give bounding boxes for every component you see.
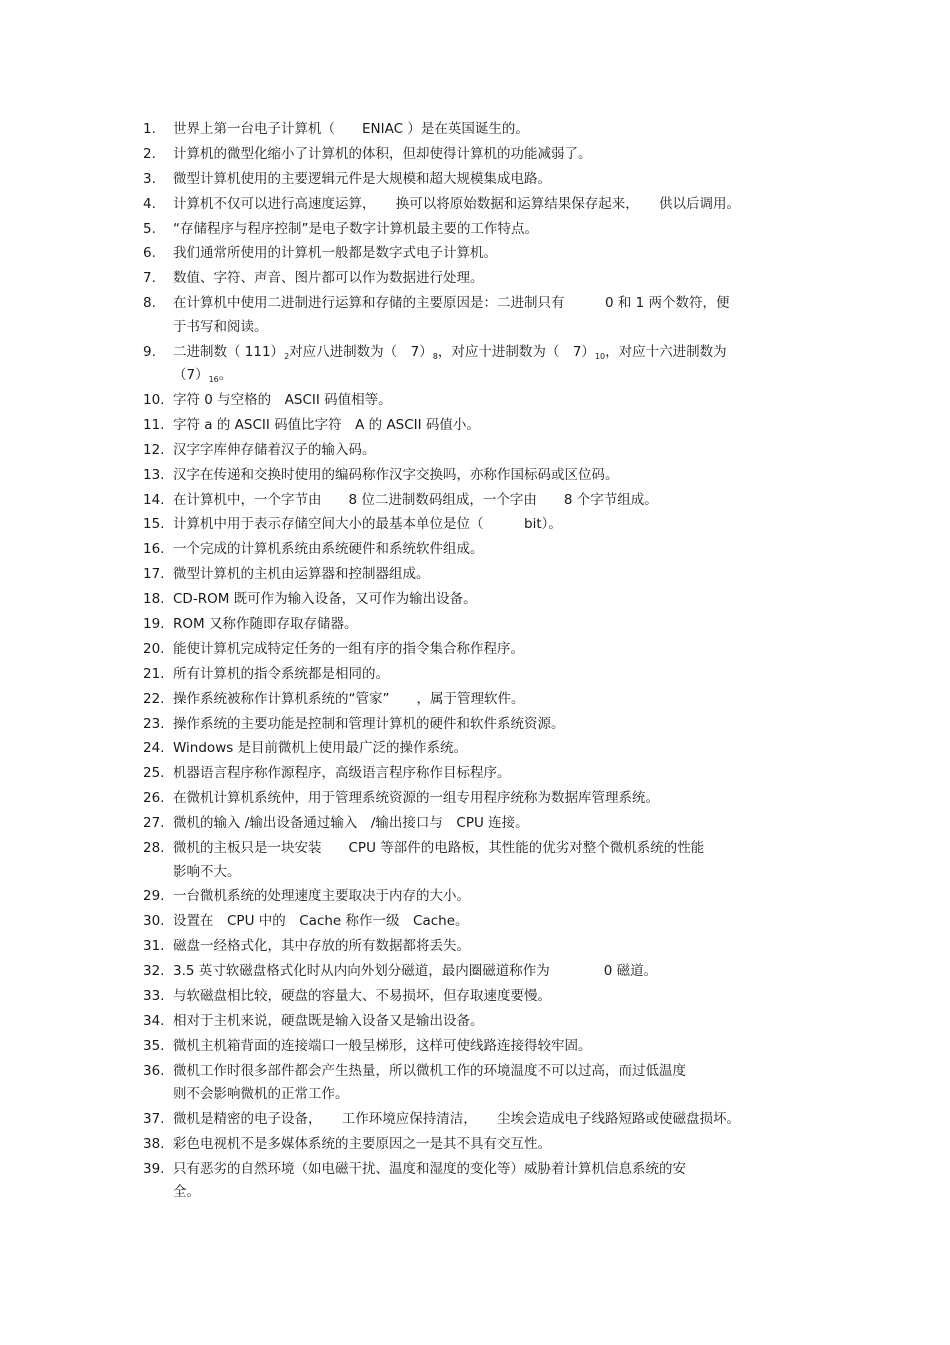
item-number: 11.: [143, 416, 165, 433]
list-item: [143, 638, 813, 662]
item-number: 21.: [143, 665, 165, 682]
item-text: [173, 960, 813, 984]
list-item: [143, 218, 813, 242]
item-number: 32.: [143, 963, 165, 980]
item-number: 31.: [143, 938, 165, 955]
list-item: [143, 713, 813, 737]
text-segment: 字符 0 与空格的 ASCII 码值相等。: [173, 392, 392, 409]
text-segment: 能使计算机完成特定任务的一组有序的指令集合称作程序。: [173, 640, 524, 657]
list-item: [143, 663, 813, 687]
text-segment: 计算机中用于表示存储空间大小的最基本单位是位（ bit）。: [173, 516, 562, 533]
list-item: [143, 168, 813, 192]
list-item: [143, 787, 813, 811]
item-text-continuation: [173, 364, 813, 388]
item-number: 7.: [143, 270, 156, 287]
item-text: [173, 118, 813, 142]
list-item: [143, 885, 813, 909]
text-segment: 彩色电视机不是多媒体系统的主要原因之一是其不具有交互性。: [173, 1135, 551, 1152]
item-number: 30.: [143, 913, 165, 930]
item-text: [173, 812, 813, 836]
list-item: [143, 812, 813, 836]
list-item: [143, 737, 813, 761]
list-item: [143, 513, 813, 537]
list-item: [143, 341, 813, 388]
list-item: [143, 688, 813, 712]
text-segment: 所有计算机的指令系统都是相同的。: [173, 665, 389, 682]
text-segment: 数值、字符、声音、图片都可以作为数据进行处理。: [173, 270, 484, 287]
list-item: [143, 389, 813, 413]
text-segment: 设置在 CPU 中的 Cache 称作一级 Cache。: [173, 913, 469, 930]
item-text: [173, 242, 813, 266]
list-item: [143, 1133, 813, 1157]
item-text: [173, 985, 813, 1009]
item-text: [173, 1010, 813, 1034]
item-text-continuation: [173, 1181, 813, 1205]
list-item: [143, 143, 813, 167]
item-text: [173, 489, 813, 513]
item-number: 6.: [143, 245, 156, 262]
item-number: 15.: [143, 516, 165, 533]
text-segment: 计算机不仅可以进行高速度运算， 换可以将原始数据和运算结果保存起来， 供以后调用。: [173, 195, 740, 212]
item-number: 25.: [143, 765, 165, 782]
text-segment: 我们通常所使用的计算机一般都是数字式电子计算机。: [173, 245, 497, 262]
item-number: 27.: [143, 815, 165, 832]
text-segment: 只有恶劣的自然环境（如电磁干扰、温度和湿度的变化等）威胁着计算机信息系统的安: [173, 1160, 686, 1177]
item-text: [173, 513, 813, 537]
item-text: [173, 935, 813, 959]
item-text: [173, 414, 813, 438]
item-text: [173, 193, 813, 217]
item-number: 17.: [143, 566, 165, 583]
text-segment: Windows 是目前微机上使用最广泛的操作系统。: [173, 740, 468, 757]
text-segment: 世界上第一台电子计算机（ ENIAC ）是在英国诞生的。: [173, 121, 529, 137]
text-segment: ，对应十进制数为（ 7）: [437, 343, 595, 360]
item-number: 28.: [143, 840, 165, 857]
text-segment: 在计算机中，一个字节由 8 位二进制数码组成，一个字由 8 个字节组成。: [173, 491, 658, 508]
text-segment: 一个完成的计算机系统由系统硬件和系统软件组成。: [173, 541, 484, 558]
item-text: [173, 663, 813, 687]
subscript-text: 8: [432, 351, 438, 361]
item-text: [173, 218, 813, 242]
text-segment: “存储程序与程序控制”是电子数字计算机最主要的工作特点。: [173, 220, 538, 237]
list-item: [143, 439, 813, 463]
item-number: 24.: [143, 740, 165, 757]
text-segment: 。: [218, 367, 233, 384]
item-number: 26.: [143, 790, 165, 807]
item-number: 19.: [143, 616, 165, 633]
text-segment: 汉字字库伸存储着汉子的输入码。: [173, 441, 376, 458]
list-item: [143, 935, 813, 959]
list-item: [143, 588, 813, 612]
text-segment: 在微机计算机系统仲，用于管理系统资源的一组专用程序统称为数据库管理系统。: [173, 790, 659, 807]
item-number: 22.: [143, 690, 165, 707]
item-text: [173, 613, 813, 637]
true-false-question-list: [143, 118, 813, 1206]
text-segment: 全。: [173, 1184, 200, 1201]
item-number: 23.: [143, 715, 165, 732]
item-text: [173, 588, 813, 612]
list-item: [143, 960, 813, 984]
list-item: [143, 563, 813, 587]
item-text: [173, 713, 813, 737]
list-item: [143, 1158, 813, 1205]
list-item: [143, 1108, 813, 1132]
item-text: [173, 292, 813, 316]
list-item: [143, 837, 813, 884]
list-item: [143, 1010, 813, 1034]
list-item: [143, 910, 813, 934]
text-segment: 操作系统的主要功能是控制和管理计算机的硬件和软件系统资源。: [173, 715, 565, 732]
subscript-text: 10: [594, 351, 606, 361]
list-item: [143, 242, 813, 266]
item-text: [173, 638, 813, 662]
text-segment: 汉字在传递和交换时使用的编码称作汉字交换吗，亦称作国标码或区位码。: [173, 466, 619, 483]
text-segment: 操作系统被称作计算机系统的“管家” ，属于管理软件。: [173, 690, 525, 707]
text-segment: 微型计算机的主机由运算器和控制器组成。: [173, 566, 430, 583]
subscript-text: 16: [208, 375, 219, 385]
item-text-continuation: [173, 1083, 813, 1107]
text-segment: 在计算机中使用二进制进行运算和存储的主要原因是：二进制只有 0 和 1 两个数符，便: [173, 295, 730, 312]
text-segment: CD-ROM 既可作为输入设备，又可作为输出设备。: [173, 591, 477, 608]
item-number: 1.: [143, 121, 156, 137]
text-segment: 则不会影响微机的正常工作。: [173, 1086, 349, 1103]
item-number: 18.: [143, 591, 165, 608]
item-text-continuation: [173, 316, 813, 340]
item-number: 35.: [143, 1037, 165, 1054]
text-segment: 微机的输入 /输出设备通过输入 /输出接口与 CPU 连接。: [173, 815, 529, 832]
item-number: 39.: [143, 1160, 165, 1177]
item-number: 16.: [143, 541, 165, 558]
text-segment: 微机是精密的电子设备， 工作环境应保持清洁， 尘埃会造成电子线路短路或使磁盘损坏。: [173, 1111, 740, 1128]
text-segment: 影响不大。: [173, 863, 241, 880]
item-number: 3.: [143, 170, 156, 187]
text-segment: ROM 又称作随即存取存储器。: [173, 616, 358, 633]
item-text: [173, 1060, 813, 1084]
text-segment: 对应八进制数为（ 7）: [289, 343, 433, 360]
text-segment: 3.5 英寸软磁盘格式化时从内向外划分磁道，最内圈磁道称作为 0 磁道。: [173, 963, 658, 980]
item-text: [173, 1035, 813, 1059]
text-segment: 字符 a 的 ASCII 码值比字符 A 的 ASCII 码值小。: [173, 416, 480, 433]
item-text: [173, 538, 813, 562]
list-item: [143, 613, 813, 637]
item-text: [173, 267, 813, 291]
item-text: [173, 439, 813, 463]
text-segment: （7）: [173, 367, 209, 384]
text-segment: 计算机的微型化缩小了计算机的体积，但却使得计算机的功能减弱了。: [173, 145, 592, 162]
list-item: [143, 538, 813, 562]
item-text: [173, 688, 813, 712]
item-number: 29.: [143, 888, 165, 905]
text-segment: 微机工作时很多部件都会产生热量，所以微机工作的环境温度不可以过高，而过低温度: [173, 1062, 686, 1079]
text-segment: 二进制数（ 111）: [173, 343, 285, 360]
item-text: [173, 787, 813, 811]
text-segment: 微型计算机使用的主要逻辑元件是大规模和超大规模集成电路。: [173, 170, 551, 187]
item-text: [173, 762, 813, 786]
item-number: 33.: [143, 988, 165, 1004]
item-text: [173, 168, 813, 192]
item-number: 12.: [143, 441, 165, 458]
item-text: [173, 885, 813, 909]
item-number: 20.: [143, 640, 165, 657]
item-number: 37.: [143, 1111, 165, 1128]
item-number: 13.: [143, 466, 165, 483]
item-text: [173, 464, 813, 488]
subscript-text: 2: [284, 351, 290, 361]
item-text: [173, 1133, 813, 1157]
list-item: [143, 193, 813, 217]
item-number: 8.: [143, 295, 156, 312]
item-number: 36.: [143, 1062, 165, 1079]
text-segment: 机器语言程序称作源程序，高级语言程序称作目标程序。: [173, 765, 511, 782]
text-segment: 相对于主机来说，硬盘既是输入设备又是输出设备。: [173, 1012, 484, 1029]
text-segment: 微机的主板只是一块安装 CPU 等部件的电路板，其性能的优劣对整个微机系统的性能: [173, 840, 705, 857]
item-text: [173, 737, 813, 761]
item-text: [173, 143, 813, 167]
item-text-continuation: [173, 861, 813, 885]
list-item: [143, 464, 813, 488]
item-number: 5.: [143, 220, 156, 237]
item-text: [173, 837, 813, 861]
text-segment: 与软磁盘相比较，硬盘的容量大、不易损坏，但存取速度要慢。: [173, 988, 551, 1004]
list-item: [143, 414, 813, 438]
text-segment: 一台微机系统的处理速度主要取决于内存的大小。: [173, 888, 470, 905]
item-text: [173, 910, 813, 934]
item-number: 14.: [143, 491, 165, 508]
list-item: [143, 1060, 813, 1107]
item-number: 2.: [143, 145, 156, 162]
list-item: [143, 267, 813, 291]
list-item: [143, 1035, 813, 1059]
text-segment: 微机主机箱背面的连接端口一般呈梯形，这样可使线路连接得较牢固。: [173, 1037, 592, 1054]
item-number: 9.: [143, 343, 156, 360]
list-item: [143, 118, 813, 142]
list-item: [143, 292, 813, 339]
item-text: [173, 563, 813, 587]
text-segment: ，对应十六进制数为: [605, 343, 727, 360]
text-segment: 磁盘一经格式化，其中存放的所有数据都将丢失。: [173, 938, 470, 955]
item-text: [173, 389, 813, 413]
list-item: [143, 489, 813, 513]
item-text: [173, 341, 813, 365]
item-number: 34.: [143, 1012, 165, 1029]
item-text: [173, 1158, 813, 1182]
list-item: [143, 985, 813, 1009]
item-text: [173, 1108, 813, 1132]
list-item: [143, 762, 813, 786]
item-number: 4.: [143, 195, 156, 212]
item-number: 38.: [143, 1135, 165, 1152]
item-number: 10.: [143, 392, 165, 409]
text-segment: 于书写和阅读。: [173, 318, 268, 335]
